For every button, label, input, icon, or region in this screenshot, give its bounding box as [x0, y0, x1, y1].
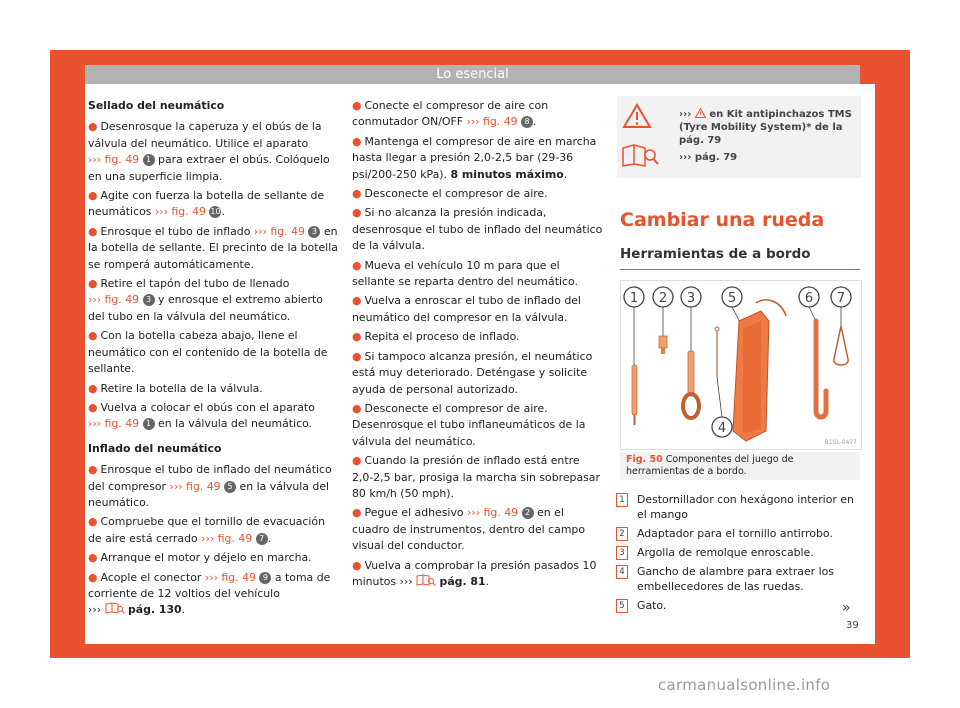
step-23: [352, 558, 604, 591]
step-text: Mueva el vehículo 10 m para que el sellante se reparta dentro del neumático.: [352, 258, 578, 289]
step-text: Conecte el compresor de aire con conmutador ON/OFF: [352, 99, 549, 129]
page-number: 39: [846, 620, 859, 631]
callout-4: [712, 417, 732, 437]
svg-text:2: 2: [658, 291, 668, 306]
callout-badge: 3: [143, 294, 155, 306]
step-text: a toma de corriente de 12 voltios del vehículo: [88, 570, 331, 600]
manual-icon: [105, 602, 125, 614]
svg-text:7: 7: [836, 291, 846, 306]
step-19: [352, 349, 604, 398]
step-text: Desconecte el compresor de aire.: [364, 187, 548, 201]
manual-icon: [416, 574, 436, 586]
callout-1: [624, 287, 644, 307]
warning-text-2[interactable]: ››› pág. 79: [679, 152, 738, 163]
bullet-icon: ●: [88, 515, 98, 529]
callout-badge: 3: [308, 226, 320, 238]
step-text: Enrosque el tubo de inflado del neumático del compresor: [88, 463, 332, 493]
step-text: Retire la botella de la válvula.: [100, 381, 263, 395]
step-11: [88, 570, 340, 619]
bullet-icon: ●: [352, 99, 362, 112]
bullet-icon: ●: [352, 330, 362, 344]
svg-text:1: 1: [629, 291, 639, 306]
tool-list: [616, 492, 861, 617]
callout-badge: 10: [210, 207, 221, 217]
fig-link[interactable]: ››› fig. 49: [88, 153, 140, 167]
step-text: Repita el proceso de inflado.: [364, 330, 520, 344]
step-2: [88, 188, 340, 221]
svg-text:4: 4: [717, 421, 727, 436]
bullet-icon: ●: [88, 463, 98, 477]
step-text: Desconecte el compresor de aire. Desenrosque el tubo inflaneumáticos de la válvula del neumático.: [352, 401, 586, 448]
step-8: [88, 462, 340, 511]
step-text: Vuelva a colocar el obús con el aparato: [100, 400, 315, 414]
step-15: [352, 205, 604, 254]
list-number: 2: [616, 527, 628, 541]
list-number: 5: [616, 599, 628, 613]
list-text: Destornillador con hexágono interior en el mango: [637, 493, 854, 521]
svg-text:5: 5: [727, 291, 737, 306]
fig-link[interactable]: ››› fig. 49: [467, 506, 519, 520]
list-item: [616, 492, 861, 522]
bullet-icon: ●: [352, 454, 362, 468]
step-text: .: [533, 115, 537, 129]
bullet-icon: ●: [88, 189, 98, 203]
callout-badge: 9: [259, 572, 271, 584]
bullet-icon: ●: [352, 558, 362, 572]
list-item: [616, 598, 861, 613]
callout-badge: 2: [522, 507, 534, 519]
list-text: Gancho de alambre para extraer los embellecedores de las ruedas.: [637, 565, 834, 593]
step-3: [88, 224, 340, 273]
warning-small-icon: [695, 108, 706, 118]
step-10: [88, 550, 340, 566]
step-22: [352, 505, 604, 554]
page-link[interactable]: pág. 130: [128, 603, 182, 617]
step-6: [88, 381, 340, 397]
step-text: Enrosque el tubo de inflado: [100, 224, 251, 238]
callout-badge: 5: [224, 481, 236, 493]
step-17: [352, 293, 604, 326]
step-text: en el cuadro de instrumentos, dentro del campo visual del conductor.: [352, 506, 586, 553]
list-text: Argolla de remolque enroscable.: [637, 546, 814, 559]
bullet-icon: ●: [88, 120, 98, 134]
list-item: [616, 526, 861, 541]
callout-badge: 8: [521, 116, 533, 128]
step-text: Compruebe que el tornillo de evacuación de aire está cerrado: [88, 515, 325, 545]
watermark: carmanualsonline.info: [658, 676, 831, 694]
step-text: Agite con fuerza la botella de sellante de neumáticos: [88, 189, 325, 219]
bullet-icon: ●: [352, 258, 362, 272]
bullet-icon: ●: [352, 206, 362, 220]
figure-code: B1SL-0477: [824, 439, 857, 446]
step-14: [352, 186, 604, 202]
bullet-icon: ●: [352, 134, 362, 148]
step-text: .: [485, 574, 490, 588]
list-number: 4: [616, 565, 628, 579]
bullet-icon: ●: [88, 381, 98, 395]
bullet-icon: ●: [88, 277, 98, 291]
warning-triangle-icon: [622, 103, 652, 129]
step-text: Acople el conector: [100, 570, 202, 584]
step-text: Retire el tapón del tubo de llenado: [100, 277, 290, 291]
step-text: en la botella de sellante. El precinto de la botella se romperá automáticamente.: [88, 224, 338, 271]
page-link[interactable]: pág. 81: [439, 574, 486, 588]
callout-3: [681, 287, 701, 307]
callout-badge: 7: [256, 533, 268, 545]
step-text: Mantenga el compresor de aire en marcha hasta llegar a presión 2,0-2,5 bar (29-36 psi/200-250 kPa).: [352, 134, 597, 181]
bullet-icon: ●: [88, 329, 98, 343]
heading-sellado: Sellado del neumático: [88, 99, 225, 112]
step-text: para extraer el obús. Colóquelo en una superficie limpia.: [88, 153, 330, 183]
step-text: .: [181, 603, 186, 617]
fig-link[interactable]: ››› fig. 49: [169, 479, 221, 493]
step-text: Vuelva a enroscar el tubo de inflado del neumático del compresor en la válvula.: [352, 294, 581, 324]
bullet-icon: ●: [352, 294, 362, 308]
time-limit: 8 minutos máximo: [450, 167, 564, 181]
divider: [620, 269, 860, 270]
figure-label: Fig. 50: [626, 454, 663, 465]
arrow-ref: ›››: [679, 109, 692, 120]
warning-text-1: [679, 108, 855, 147]
fig-link[interactable]: ››› fig. 49: [204, 570, 256, 584]
figure-caption-text: Componentes del juego de herramientas de a bordo.: [626, 454, 794, 477]
list-item: [616, 564, 861, 594]
step-text: Desenrosque la caperuza y el obús de la válvula del neumático. Utilice el aparato: [88, 120, 322, 150]
manual-icon: [621, 142, 661, 168]
bullet-icon: ●: [352, 506, 362, 520]
list-item: [616, 545, 861, 560]
fig-link[interactable]: ››› fig. 49: [88, 417, 140, 431]
step-text: Pegue el adhesivo: [364, 506, 464, 520]
list-text: Adaptador para el tornillo antirrobo.: [637, 527, 833, 540]
bullet-icon: ●: [352, 187, 362, 201]
svg-text:3: 3: [686, 291, 696, 306]
step-21: [352, 453, 604, 502]
tools-figure: [620, 280, 862, 450]
bullet-icon: ●: [88, 224, 98, 238]
step-text: .: [221, 205, 225, 219]
callout-7: [831, 287, 851, 307]
step-text: Vuelva a comprobar la presión pasados 10 minutos: [352, 558, 597, 588]
callout-5: [722, 287, 742, 307]
step-20: [352, 401, 604, 450]
step-text: en la válvula del neumático.: [88, 479, 330, 509]
warning-link[interactable]: en Kit antipinchazos TMS (Tyre Mobility System)* de la pág. 79: [679, 109, 852, 146]
arrow-ref: ›››: [399, 574, 413, 588]
callout-6: [799, 287, 819, 307]
step-text: Con la botella cabeza abajo, llene el neumático con el contenido de la botella de sellante.: [88, 329, 328, 376]
column-2: [352, 98, 604, 593]
step-7: [88, 400, 340, 433]
callout-badge: 1: [143, 418, 155, 430]
step-text: Si no alcanza la presión indicada, desenrosque el tubo de inflado del neumático de la válvula.: [352, 206, 603, 253]
step-text: en la válvula del neumático.: [158, 417, 313, 431]
fig-link[interactable]: ››› fig. 49: [154, 205, 206, 219]
arrow-ref: ›››: [88, 603, 102, 617]
heading-inflado: Inflado del neumático: [88, 441, 222, 455]
fig-link[interactable]: ››› fig. 49: [88, 293, 140, 307]
fig-link[interactable]: ››› fig. 49: [466, 115, 518, 129]
bullet-icon: ●: [352, 401, 362, 415]
svg-text:6: 6: [804, 291, 814, 306]
step-12: [352, 98, 604, 131]
step-text: Arranque el motor y déjelo en marcha.: [100, 551, 312, 565]
section-subtitle: Herramientas de a bordo: [620, 246, 811, 262]
bullet-icon: ●: [88, 551, 98, 565]
list-number: 1: [616, 493, 628, 507]
callout-badge: 1: [143, 154, 155, 166]
column-1: [88, 98, 340, 622]
figure-caption: [620, 452, 860, 480]
step-9: [88, 514, 340, 547]
callout-2: [653, 287, 673, 307]
step-text: .: [267, 531, 272, 545]
bullet-icon: ●: [88, 570, 98, 584]
step-4: [88, 276, 340, 325]
step-16: [352, 258, 604, 291]
list-text: Gato.: [637, 599, 667, 612]
fig-link[interactable]: ››› fig. 49: [253, 224, 305, 238]
fig-link[interactable]: ››› fig. 49: [201, 531, 253, 545]
step-text: Cuando la presión de inflado está entre 2,0-2,5 bar, prosiga la marcha sin sobrepasar 80 km/h (50 mph).: [352, 454, 600, 500]
step-5: [88, 328, 340, 377]
step-text: .: [563, 167, 568, 181]
step-1: [88, 119, 340, 185]
step-text: Si tampoco alcanza presión, el neumático está muy deteriorado. Deténgase y solicite ayuda de personal autorizado.: [352, 349, 593, 396]
step-18: [352, 329, 604, 345]
bullet-icon: ●: [88, 400, 98, 414]
page-header: Lo esencial: [85, 65, 860, 84]
step-text: y enrosque el extremo abierto del tubo en la válvula del neumático.: [88, 293, 323, 323]
step-13: [352, 134, 604, 183]
continue-chevron: »: [842, 600, 851, 616]
bullet-icon: ●: [352, 349, 362, 363]
section-title: Cambiar una rueda: [620, 209, 825, 231]
list-number: 3: [616, 546, 628, 560]
